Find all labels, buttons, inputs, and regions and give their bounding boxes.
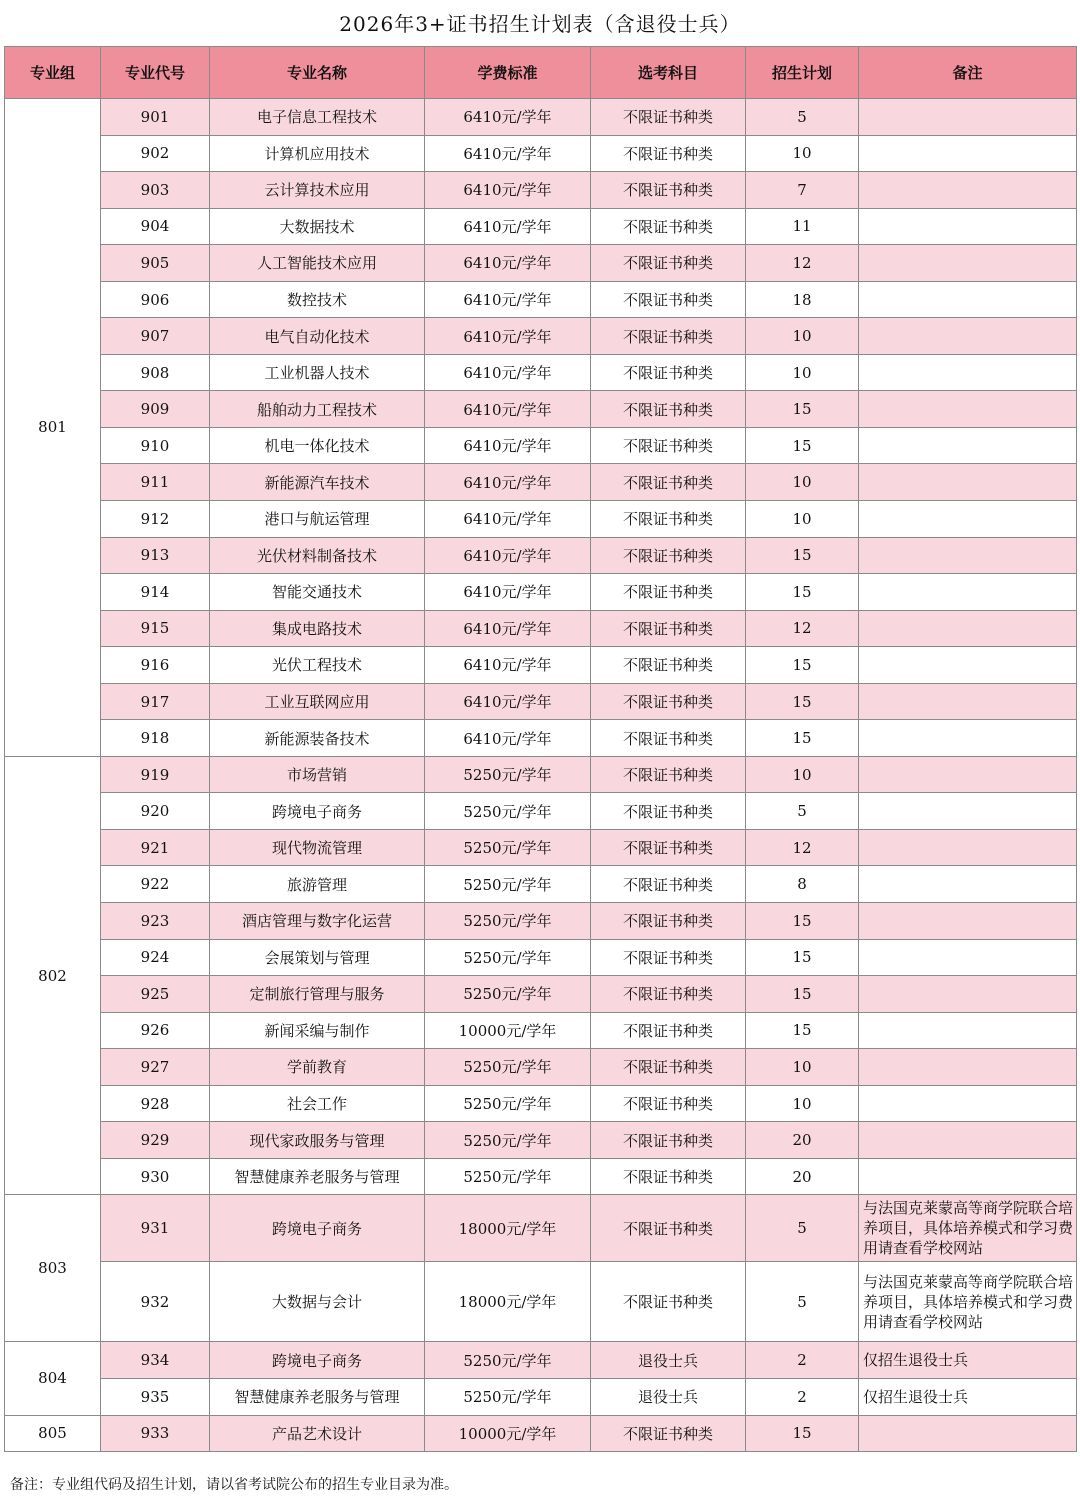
subject-cell: 不限证书种类 — [591, 99, 746, 136]
table-row — [5, 208, 1077, 245]
code-cell: 931 — [101, 1195, 210, 1262]
note-cell — [859, 354, 1077, 391]
table-row — [5, 683, 1077, 720]
subject-cell: 不限证书种类 — [591, 501, 746, 538]
fee-cell: 6410元/学年 — [425, 720, 591, 757]
name-cell: 数控技术 — [210, 281, 425, 318]
header-subject: 选考科目 — [591, 47, 746, 99]
subject-cell: 不限证书种类 — [591, 464, 746, 501]
fee-cell: 5250元/学年 — [425, 1158, 591, 1195]
name-cell: 电气自动化技术 — [210, 318, 425, 355]
subject-cell: 不限证书种类 — [591, 245, 746, 282]
fee-cell: 6410元/学年 — [425, 172, 591, 209]
code-cell: 904 — [101, 208, 210, 245]
fee-cell: 5250元/学年 — [425, 1378, 591, 1415]
code-cell: 907 — [101, 318, 210, 355]
code-cell: 925 — [101, 976, 210, 1013]
plan-cell: 10 — [746, 1085, 859, 1122]
plan-cell: 5 — [746, 99, 859, 136]
code-cell: 905 — [101, 245, 210, 282]
name-cell: 新闻采编与制作 — [210, 1012, 425, 1049]
plan-cell: 15 — [746, 537, 859, 574]
table-row — [5, 720, 1077, 757]
header-name: 专业名称 — [210, 47, 425, 99]
fee-cell: 6410元/学年 — [425, 647, 591, 684]
note-cell — [859, 720, 1077, 757]
fee-cell: 10000元/学年 — [425, 1415, 591, 1452]
code-cell: 932 — [101, 1262, 210, 1342]
name-cell: 会展策划与管理 — [210, 939, 425, 976]
name-cell: 港口与航运管理 — [210, 501, 425, 538]
name-cell: 人工智能技术应用 — [210, 245, 425, 282]
note-cell — [859, 208, 1077, 245]
note-cell — [859, 537, 1077, 574]
subject-cell: 不限证书种类 — [591, 647, 746, 684]
header-code: 专业代号 — [101, 47, 210, 99]
plan-cell: 10 — [746, 354, 859, 391]
note-cell: 与法国克莱蒙高等商学院联合培养项目，具体培养模式和学习费用请查看学校网站 — [859, 1195, 1077, 1262]
plan-cell: 10 — [746, 756, 859, 793]
code-cell: 915 — [101, 610, 210, 647]
name-cell: 工业互联网应用 — [210, 683, 425, 720]
table-row — [5, 1378, 1077, 1415]
table-row — [5, 1262, 1077, 1342]
table-row — [5, 172, 1077, 209]
group-cell: 804 — [5, 1342, 101, 1415]
plan-cell: 15 — [746, 683, 859, 720]
footer-note: 备注：专业组代码及招生计划，请以省考试院公布的招生专业目录为准。 — [10, 1477, 458, 1493]
table-row — [5, 976, 1077, 1013]
code-cell: 919 — [101, 756, 210, 793]
table-row — [5, 647, 1077, 684]
subject-cell: 不限证书种类 — [591, 1195, 746, 1262]
code-cell: 909 — [101, 391, 210, 428]
group-cell: 801 — [5, 99, 101, 757]
table-row — [5, 1195, 1077, 1262]
fee-cell: 6410元/学年 — [425, 610, 591, 647]
fee-cell: 5250元/学年 — [425, 1122, 591, 1159]
name-cell: 定制旅行管理与服务 — [210, 976, 425, 1013]
name-cell: 计算机应用技术 — [210, 135, 425, 172]
name-cell: 跨境电子商务 — [210, 1342, 425, 1379]
enrollment-plan-table — [4, 46, 1077, 1452]
table-row — [5, 829, 1077, 866]
code-cell: 933 — [101, 1415, 210, 1452]
subject-cell: 不限证书种类 — [591, 1012, 746, 1049]
name-cell: 大数据技术 — [210, 208, 425, 245]
note-cell — [859, 756, 1077, 793]
header-fee: 学费标准 — [425, 47, 591, 99]
fee-cell: 6410元/学年 — [425, 427, 591, 464]
table-row — [5, 537, 1077, 574]
code-cell: 916 — [101, 647, 210, 684]
plan-cell: 2 — [746, 1342, 859, 1379]
fee-cell: 5250元/学年 — [425, 756, 591, 793]
fee-cell: 5250元/学年 — [425, 1049, 591, 1086]
subject-cell: 不限证书种类 — [591, 683, 746, 720]
code-cell: 935 — [101, 1378, 210, 1415]
note-cell — [859, 793, 1077, 830]
fee-cell: 10000元/学年 — [425, 1012, 591, 1049]
note-cell — [859, 903, 1077, 940]
table-row — [5, 427, 1077, 464]
plan-cell: 8 — [746, 866, 859, 903]
name-cell: 光伏工程技术 — [210, 647, 425, 684]
plan-cell: 15 — [746, 1012, 859, 1049]
table-row — [5, 391, 1077, 428]
name-cell: 船舶动力工程技术 — [210, 391, 425, 428]
plan-cell: 20 — [746, 1158, 859, 1195]
plan-cell: 10 — [746, 318, 859, 355]
subject-cell: 不限证书种类 — [591, 756, 746, 793]
plan-cell: 15 — [746, 391, 859, 428]
code-cell: 920 — [101, 793, 210, 830]
fee-cell: 5250元/学年 — [425, 903, 591, 940]
subject-cell: 不限证书种类 — [591, 135, 746, 172]
code-cell: 914 — [101, 574, 210, 611]
subject-cell: 不限证书种类 — [591, 720, 746, 757]
plan-cell: 18 — [746, 281, 859, 318]
note-cell — [859, 939, 1077, 976]
plan-cell: 15 — [746, 427, 859, 464]
group-cell: 802 — [5, 756, 101, 1195]
subject-cell: 不限证书种类 — [591, 208, 746, 245]
name-cell: 机电一体化技术 — [210, 427, 425, 464]
plan-cell: 15 — [746, 1415, 859, 1452]
plan-cell: 12 — [746, 829, 859, 866]
fee-cell: 6410元/学年 — [425, 537, 591, 574]
code-cell: 928 — [101, 1085, 210, 1122]
plan-cell: 2 — [746, 1378, 859, 1415]
table-row — [5, 1012, 1077, 1049]
note-cell: 仅招生退役士兵 — [859, 1342, 1077, 1379]
fee-cell: 6410元/学年 — [425, 245, 591, 282]
fee-cell: 5250元/学年 — [425, 1342, 591, 1379]
name-cell: 现代物流管理 — [210, 829, 425, 866]
subject-cell: 不限证书种类 — [591, 1415, 746, 1452]
name-cell: 工业机器人技术 — [210, 354, 425, 391]
table-row — [5, 1049, 1077, 1086]
name-cell: 电子信息工程技术 — [210, 99, 425, 136]
plan-cell: 5 — [746, 793, 859, 830]
table-row — [5, 464, 1077, 501]
name-cell: 跨境电子商务 — [210, 1195, 425, 1262]
code-cell: 911 — [101, 464, 210, 501]
header-plan: 招生计划 — [746, 47, 859, 99]
table-header-row — [5, 47, 1077, 99]
code-cell: 908 — [101, 354, 210, 391]
subject-cell: 不限证书种类 — [591, 866, 746, 903]
table-row — [5, 793, 1077, 830]
note-cell — [859, 1085, 1077, 1122]
plan-cell: 20 — [746, 1122, 859, 1159]
table-body — [5, 99, 1077, 1452]
name-cell: 产品艺术设计 — [210, 1415, 425, 1452]
subject-cell: 不限证书种类 — [591, 318, 746, 355]
note-cell — [859, 1415, 1077, 1452]
code-cell: 922 — [101, 866, 210, 903]
table-row — [5, 135, 1077, 172]
table-row — [5, 756, 1077, 793]
header-group: 专业组 — [5, 47, 101, 99]
fee-cell: 5250元/学年 — [425, 939, 591, 976]
subject-cell: 不限证书种类 — [591, 1049, 746, 1086]
table-row — [5, 1342, 1077, 1379]
note-cell — [859, 172, 1077, 209]
plan-cell: 15 — [746, 976, 859, 1013]
fee-cell: 6410元/学年 — [425, 683, 591, 720]
subject-cell: 不限证书种类 — [591, 391, 746, 428]
code-cell: 921 — [101, 829, 210, 866]
table-row — [5, 245, 1077, 282]
plan-cell: 15 — [746, 903, 859, 940]
fee-cell: 6410元/学年 — [425, 464, 591, 501]
subject-cell: 不限证书种类 — [591, 1085, 746, 1122]
note-cell — [859, 1122, 1077, 1159]
table-row — [5, 903, 1077, 940]
fee-cell: 5250元/学年 — [425, 976, 591, 1013]
code-cell: 923 — [101, 903, 210, 940]
fee-cell: 18000元/学年 — [425, 1195, 591, 1262]
table-row — [5, 501, 1077, 538]
plan-cell: 15 — [746, 574, 859, 611]
table-row — [5, 610, 1077, 647]
table-row — [5, 1415, 1077, 1452]
note-cell — [859, 976, 1077, 1013]
code-cell: 906 — [101, 281, 210, 318]
header-note: 备注 — [859, 47, 1077, 99]
page-title: 2026年3+证书招生计划表（含退役士兵） — [339, 12, 741, 36]
note-cell — [859, 866, 1077, 903]
plan-cell: 10 — [746, 464, 859, 501]
plan-cell: 10 — [746, 135, 859, 172]
subject-cell: 退役士兵 — [591, 1342, 746, 1379]
plan-cell: 12 — [746, 245, 859, 282]
subject-cell: 不限证书种类 — [591, 281, 746, 318]
note-cell — [859, 1049, 1077, 1086]
subject-cell: 不限证书种类 — [591, 172, 746, 209]
code-cell: 918 — [101, 720, 210, 757]
code-cell: 930 — [101, 1158, 210, 1195]
name-cell: 智慧健康养老服务与管理 — [210, 1158, 425, 1195]
name-cell: 跨境电子商务 — [210, 793, 425, 830]
fee-cell: 5250元/学年 — [425, 866, 591, 903]
table-row — [5, 939, 1077, 976]
subject-cell: 不限证书种类 — [591, 793, 746, 830]
table-row — [5, 99, 1077, 136]
note-cell — [859, 501, 1077, 538]
table-row — [5, 354, 1077, 391]
note-cell — [859, 427, 1077, 464]
code-cell: 913 — [101, 537, 210, 574]
group-cell: 805 — [5, 1415, 101, 1452]
table-row — [5, 1158, 1077, 1195]
subject-cell: 不限证书种类 — [591, 829, 746, 866]
fee-cell: 6410元/学年 — [425, 208, 591, 245]
table-row — [5, 1085, 1077, 1122]
note-cell — [859, 1158, 1077, 1195]
plan-cell: 5 — [746, 1195, 859, 1262]
fee-cell: 6410元/学年 — [425, 281, 591, 318]
subject-cell: 不限证书种类 — [591, 427, 746, 464]
plan-cell: 11 — [746, 208, 859, 245]
group-cell: 803 — [5, 1195, 101, 1342]
name-cell: 酒店管理与数字化运营 — [210, 903, 425, 940]
plan-cell: 10 — [746, 501, 859, 538]
subject-cell: 不限证书种类 — [591, 1122, 746, 1159]
table-row — [5, 574, 1077, 611]
subject-cell: 不限证书种类 — [591, 354, 746, 391]
fee-cell: 6410元/学年 — [425, 574, 591, 611]
subject-cell: 不限证书种类 — [591, 1262, 746, 1342]
fee-cell: 6410元/学年 — [425, 99, 591, 136]
code-cell: 917 — [101, 683, 210, 720]
note-cell — [859, 99, 1077, 136]
plan-cell: 15 — [746, 720, 859, 757]
fee-cell: 6410元/学年 — [425, 135, 591, 172]
note-cell — [859, 647, 1077, 684]
note-cell — [859, 391, 1077, 428]
table-row — [5, 281, 1077, 318]
code-cell: 902 — [101, 135, 210, 172]
code-cell: 927 — [101, 1049, 210, 1086]
code-cell: 912 — [101, 501, 210, 538]
fee-cell: 6410元/学年 — [425, 318, 591, 355]
fee-cell: 5250元/学年 — [425, 793, 591, 830]
fee-cell: 18000元/学年 — [425, 1262, 591, 1342]
note-cell — [859, 574, 1077, 611]
name-cell: 云计算技术应用 — [210, 172, 425, 209]
name-cell: 社会工作 — [210, 1085, 425, 1122]
note-cell — [859, 1012, 1077, 1049]
subject-cell: 不限证书种类 — [591, 976, 746, 1013]
code-cell: 926 — [101, 1012, 210, 1049]
plan-cell: 12 — [746, 610, 859, 647]
note-cell: 仅招生退役士兵 — [859, 1378, 1077, 1415]
name-cell: 现代家政服务与管理 — [210, 1122, 425, 1159]
note-cell — [859, 610, 1077, 647]
code-cell: 929 — [101, 1122, 210, 1159]
note-cell — [859, 829, 1077, 866]
code-cell: 903 — [101, 172, 210, 209]
plan-cell: 7 — [746, 172, 859, 209]
name-cell: 集成电路技术 — [210, 610, 425, 647]
plan-cell: 10 — [746, 1049, 859, 1086]
subject-cell: 不限证书种类 — [591, 537, 746, 574]
table-row — [5, 866, 1077, 903]
name-cell: 智慧健康养老服务与管理 — [210, 1378, 425, 1415]
note-cell — [859, 281, 1077, 318]
plan-cell: 15 — [746, 647, 859, 684]
subject-cell: 不限证书种类 — [591, 903, 746, 940]
note-cell — [859, 318, 1077, 355]
fee-cell: 6410元/学年 — [425, 501, 591, 538]
subject-cell: 不限证书种类 — [591, 574, 746, 611]
note-cell — [859, 135, 1077, 172]
code-cell: 910 — [101, 427, 210, 464]
name-cell: 光伏材料制备技术 — [210, 537, 425, 574]
name-cell: 智能交通技术 — [210, 574, 425, 611]
plan-cell: 15 — [746, 939, 859, 976]
name-cell: 学前教育 — [210, 1049, 425, 1086]
subject-cell: 不限证书种类 — [591, 610, 746, 647]
note-cell — [859, 683, 1077, 720]
name-cell: 大数据与会计 — [210, 1262, 425, 1342]
subject-cell: 退役士兵 — [591, 1378, 746, 1415]
table-row — [5, 318, 1077, 355]
code-cell: 924 — [101, 939, 210, 976]
name-cell: 市场营销 — [210, 756, 425, 793]
name-cell: 新能源汽车技术 — [210, 464, 425, 501]
code-cell: 934 — [101, 1342, 210, 1379]
fee-cell: 5250元/学年 — [425, 829, 591, 866]
note-cell: 与法国克莱蒙高等商学院联合培养项目，具体培养模式和学习费用请查看学校网站 — [859, 1262, 1077, 1342]
fee-cell: 6410元/学年 — [425, 354, 591, 391]
subject-cell: 不限证书种类 — [591, 1158, 746, 1195]
fee-cell: 6410元/学年 — [425, 391, 591, 428]
code-cell: 901 — [101, 99, 210, 136]
fee-cell: 5250元/学年 — [425, 1085, 591, 1122]
name-cell: 新能源装备技术 — [210, 720, 425, 757]
note-cell — [859, 464, 1077, 501]
table-row — [5, 1122, 1077, 1159]
name-cell: 旅游管理 — [210, 866, 425, 903]
note-cell — [859, 245, 1077, 282]
subject-cell: 不限证书种类 — [591, 939, 746, 976]
plan-cell: 5 — [746, 1262, 859, 1342]
